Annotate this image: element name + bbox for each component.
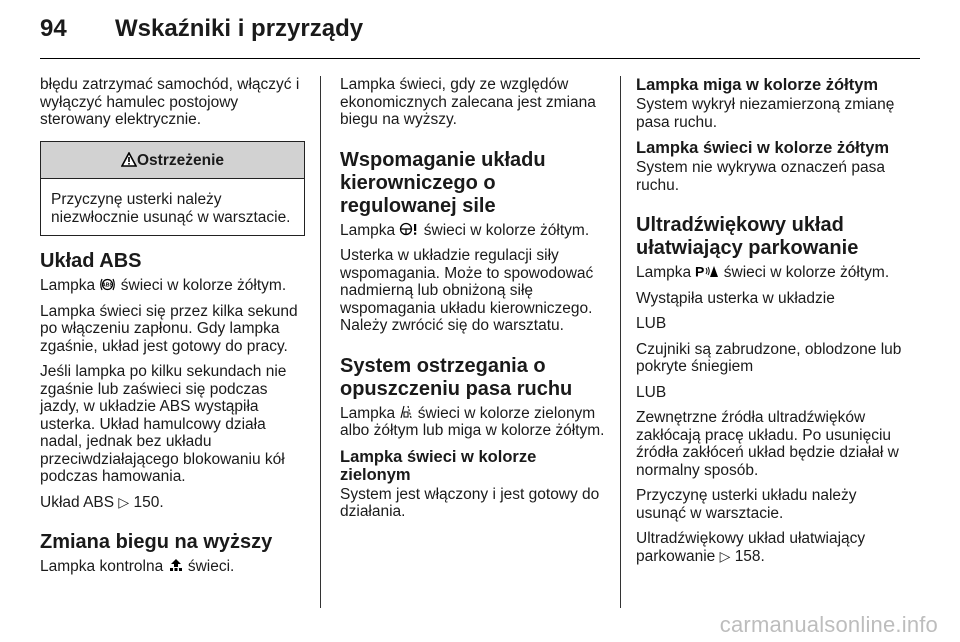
abs-paragraph-2: Jeśli lampka po kilku sekundach nie zgaśnie lub zaświeci się podczas jazdy, w układzie ABS wystąpiła usterka. Układ hamulcowy działa nadal, jednak bez układu przeciwdziałającego blokowaniu kół podczas hamowania. bbox=[40, 363, 287, 485]
page-ref-icon: ▷ bbox=[118, 493, 130, 510]
lane-lamp-pre: Lampka bbox=[340, 404, 396, 422]
parking-ref-page[interactable]: 158. bbox=[734, 547, 765, 565]
upshift-text-post: świeci. bbox=[187, 558, 235, 575]
svg-text:P: P bbox=[695, 264, 705, 278]
lane-lamp-post: świeci w kolorze zielonym albo żółtym lub miga w kolorze żółtym. bbox=[340, 404, 605, 439]
column-divider-1 bbox=[320, 76, 321, 608]
lane-green-heading: Lampka świeci w kolorze zielonym bbox=[340, 447, 537, 484]
watermark: carmanualsonline.info bbox=[719, 612, 938, 637]
lane-yellow-heading: Lampka świeci w kolorze żółtym bbox=[636, 139, 890, 157]
upshift-description: Lampka świeci, gdy ze względów ekonomicznych zalecana jest zmiana biegu na wyższy. bbox=[340, 76, 596, 128]
abs-lamp-line bbox=[40, 277, 305, 295]
abs-ref-text: Układ ABS bbox=[40, 493, 115, 511]
page-title: Wskaźniki i przyrządy bbox=[115, 15, 364, 42]
parking-or-1: LUB bbox=[636, 315, 667, 332]
intro-paragraph: błędu zatrzymać samochód, włączyć i wyłączyć hamulec postojowy sterowany elektrycznie. bbox=[40, 76, 300, 128]
lane-yellow-text: System nie wykrywa oznaczeń pasa ruchu. bbox=[636, 159, 885, 194]
warning-header bbox=[41, 142, 304, 180]
page-number: 94 bbox=[40, 15, 67, 42]
parking-paragraph-2: Czujniki są zabrudzone, oblodzone lub pokryte śniegiem bbox=[636, 340, 902, 375]
column-3 bbox=[636, 76, 906, 573]
lane-green-text: System jest włączony i jest gotowy do działania. bbox=[340, 485, 600, 520]
lane-heading: System ostrzegania o opuszczeniu pasa ruchu bbox=[340, 354, 573, 400]
upshift-heading: Zmiana biegu na wyższy bbox=[40, 531, 273, 553]
abs-lamp-pre: Lampka bbox=[40, 277, 96, 294]
column-divider-2 bbox=[620, 76, 621, 608]
header-rule bbox=[40, 58, 920, 59]
parking-paragraph-3: Zewnętrzne źródła ultradźwięków zakłócają pracę układu. Po usunięciu źródła zakłóceń układ będzie działał w normalny sposób. bbox=[636, 409, 899, 479]
warning-triangle-icon bbox=[121, 152, 137, 167]
parking-lamp-line bbox=[636, 264, 906, 282]
warning-text: Przyczynę usterki należy niezwłocznie usunąć w warsztacie. bbox=[51, 191, 291, 226]
abs-ref-page[interactable]: 150. bbox=[133, 493, 164, 511]
lane-lamp-line bbox=[340, 405, 610, 440]
parking-paragraph-4: Przyczynę usterki układu należy usunąć w warsztacie. bbox=[636, 487, 857, 522]
abs-reference bbox=[40, 494, 305, 512]
upshift-icon bbox=[168, 558, 184, 572]
steering-lamp-post: świeci w kolorze żółtym. bbox=[423, 221, 590, 239]
warning-title: Ostrzeżenie bbox=[136, 151, 224, 169]
column-1 bbox=[40, 76, 305, 584]
warning-box bbox=[40, 141, 305, 237]
column-2 bbox=[340, 76, 610, 529]
lane-blink-text: System wykrył niezamierzoną zmianę pasa ruchu. bbox=[636, 96, 895, 131]
parking-reference bbox=[636, 530, 906, 565]
parking-heading: Ultradźwiękowy układ ułatwiający parkowanie bbox=[636, 214, 859, 259]
abs-lamp-post: świeci w kolorze żółtym. bbox=[120, 277, 287, 294]
parking-or-2: LUB bbox=[636, 383, 667, 401]
upshift-text-pre: Lampka kontrolna bbox=[40, 558, 164, 575]
steering-heading: Wspomaganie układu kierowniczego o regulowanej sile bbox=[340, 148, 546, 217]
lane-departure-icon bbox=[399, 405, 413, 419]
lane-blink-heading: Lampka miga w kolorze żółtym bbox=[636, 76, 879, 94]
parking-sensor-icon bbox=[695, 264, 719, 278]
parking-paragraph-1: Wystąpiła usterka w układzie bbox=[636, 289, 835, 307]
steering-lamp-line bbox=[340, 222, 610, 240]
steering-paragraph: Usterka w układzie regulacji siły wspomagania. Może to spowodować nadmierną lub obniżoną siłę wspomagania układu kierowniczego. Należy zwrócić się do warsztatu. bbox=[340, 247, 594, 334]
parking-ref-text: Ultradźwiękowy układ ułatwiający parkowanie bbox=[636, 530, 866, 565]
steering-warning-icon bbox=[399, 222, 419, 236]
parking-lamp-post: świeci w kolorze żółtym. bbox=[723, 264, 890, 281]
page-ref-icon: ▷ bbox=[719, 547, 731, 564]
abs-heading: Układ ABS bbox=[40, 250, 142, 272]
svg-text:ABS: ABS bbox=[102, 282, 114, 289]
steering-lamp-pre: Lampka bbox=[340, 221, 396, 239]
abs-paragraph-1: Lampka świeci się przez kilka sekund po włączeniu zapłonu. Gdy lampka zgaśnie, układ jest gotowy do pracy. bbox=[40, 302, 298, 355]
upshift-line bbox=[40, 558, 305, 576]
parking-lamp-pre: Lampka bbox=[636, 264, 692, 281]
abs-icon bbox=[99, 277, 116, 292]
